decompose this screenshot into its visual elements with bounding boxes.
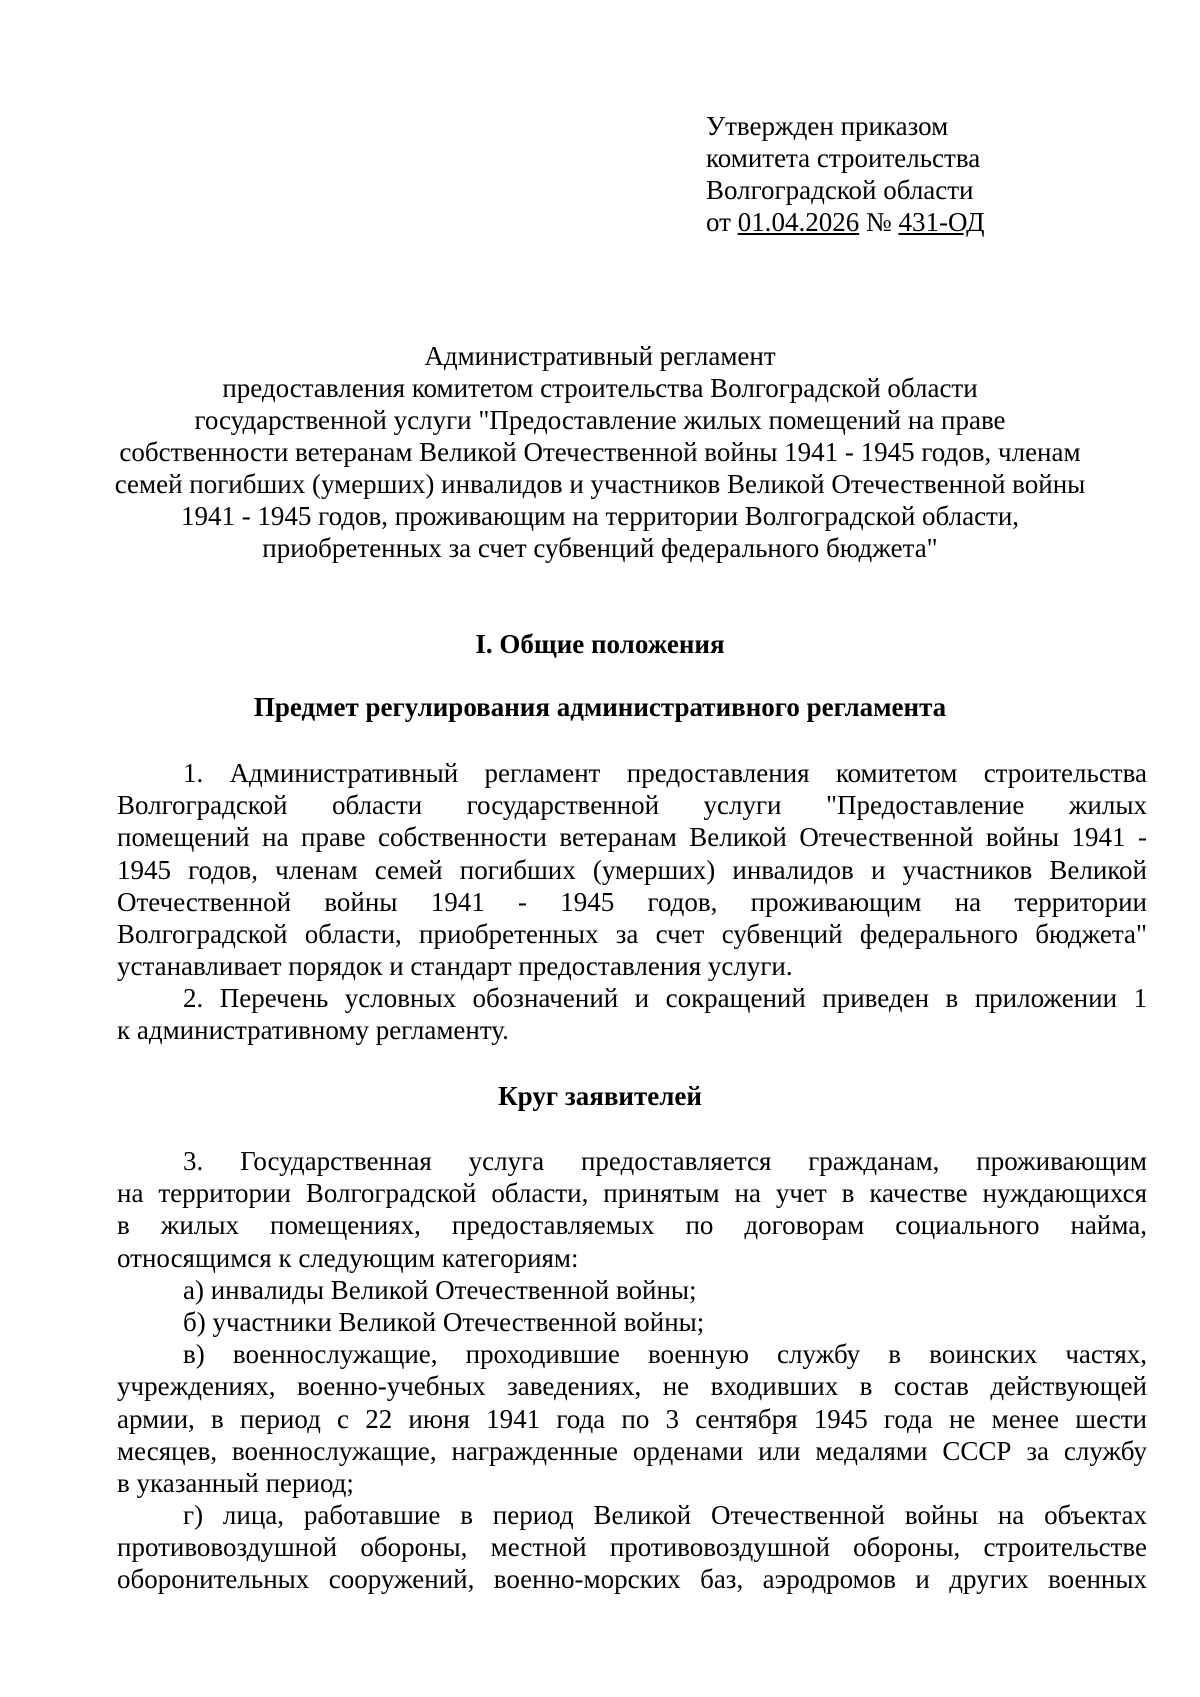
paragraph-line: Отечественной войны 1941 - 1945 годов, проживающим на территории (117, 886, 1147, 917)
document-title (100, 340, 1100, 564)
approval-number-sign: № (865, 207, 892, 237)
paragraph-line: Волгоградской области, приобретенных за счет субвенций федерального бюджета" (117, 918, 1147, 949)
title-line: 1941 - 1945 годов, проживающим на территории Волгоградской области, (180, 501, 1020, 531)
title-line: приобретенных за счет субвенций федерального бюджета" (262, 533, 938, 563)
approval-line: комитета строительства (706, 143, 981, 173)
list-item-g: г) лица, работавшие в период Великой Отечественной войны на объектах (183, 1500, 1147, 1531)
paragraph-3 (117, 1145, 1147, 1596)
paragraph-line: относящимся к следующим категориям: (117, 1242, 579, 1273)
paragraph-line: к административному регламенту. (117, 1015, 509, 1046)
approval-number: 431-ОД (898, 207, 985, 237)
list-item-b: б) участники Великой Отечественной войны; (183, 1306, 705, 1337)
approval-line: Волгоградской области (706, 175, 974, 205)
paragraph-line: оборонительных сооружений, военно-морских баз, аэродромов и других военных (117, 1564, 1147, 1595)
paragraph-line: учреждениях, военно-учебных заведениях, не входивших в состав действующей (117, 1371, 1147, 1402)
paragraph-line: 1. Административный регламент предоставления комитетом строительства (183, 758, 1147, 788)
approval-stamp (706, 110, 1146, 238)
paragraph-2 (117, 982, 1147, 1046)
paragraph-line: 2. Перечень условных обозначений и сокращений приведен в приложении 1 (183, 983, 1147, 1013)
title-line: предоставления комитетом строительства Волгоградской области (222, 373, 978, 403)
paragraph-line: 1945 годов, членам семей погибших (умерших) инвалидов и участников Великой (117, 854, 1147, 885)
section-heading-subject: Предмет регулирования административного регламента (253, 692, 947, 722)
approval-prefix: от (706, 207, 731, 237)
title-line: государственной услуги "Предоставление жилых помещений на праве (194, 405, 1006, 435)
paragraph-1 (117, 757, 1147, 982)
approval-date: 01.04.2026 (737, 207, 860, 237)
paragraph-line: Волгоградской области государственной услуги "Предоставление жилых (117, 790, 1147, 821)
title-line: собственности ветеранам Великой Отечественной войны 1941 - 1945 годов, членам (119, 437, 1081, 467)
approval-date-line (706, 206, 1146, 238)
list-item-a: а) инвалиды Великой Отечественной войны; (183, 1274, 697, 1305)
paragraph-line: 3. Государственная услуга предоставляется гражданам, проживающим (183, 1146, 1147, 1176)
approval-line: Утвержден приказом (706, 111, 949, 141)
paragraph-line: в указанный период; (117, 1467, 354, 1498)
paragraph-line: на территории Волгоградской области, принятым на учет в качестве нуждающихся (117, 1178, 1147, 1209)
paragraph-line: месяцев, военнослужащие, награжденные орденами или медалями СССР за службу (117, 1435, 1147, 1466)
title-line: семей погибших (умерших) инвалидов и участников Великой Отечественной войны (114, 469, 1086, 499)
paragraph-line: в жилых помещениях, предоставляемых по договорам социального найма, (117, 1210, 1147, 1241)
paragraph-line: противовоздушной обороны, местной противовоздушной обороны, строительстве (117, 1532, 1147, 1563)
list-item-v: в) военнослужащие, проходившие военную службу в воинских частях, (183, 1339, 1147, 1370)
paragraph-line: устанавливает порядок и стандарт предоставления услуги. (117, 951, 793, 982)
section-heading-applicants: Круг заявителей (498, 1081, 702, 1111)
section-heading-general: I. Общие положения (475, 629, 725, 659)
paragraph-line: армии, в период с 22 июня 1941 года по 3 сентября 1945 года не менее шести (117, 1403, 1147, 1434)
paragraph-line: помещений на праве собственности ветеранам Великой Отечественной войны 1941 - (117, 822, 1147, 853)
title-line: Административный регламент (424, 341, 776, 371)
